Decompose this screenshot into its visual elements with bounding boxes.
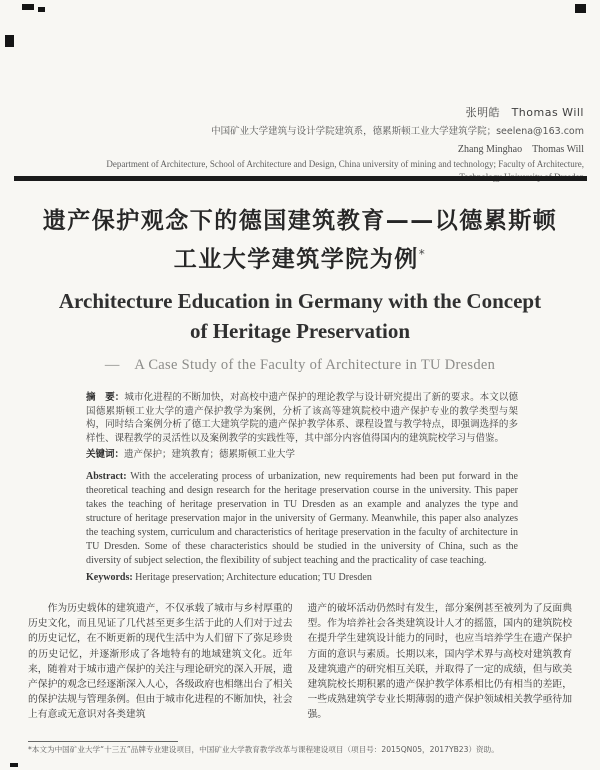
- header-divider-rule: [14, 176, 587, 181]
- footnote-text: *本文为中国矿业大学“十三五”品牌专业建设项目，中国矿业大学教育教学改革与课程建设项目（项目号：2015QN05，2017YB23）资助。: [28, 745, 499, 754]
- authors-english: Zhang Minghao Thomas Will: [457, 144, 584, 155]
- footnote-divider: [28, 741, 178, 742]
- scan-mark-top-left-1: [22, 4, 34, 10]
- english-title-line1: Architecture Education in Germany with the Concept: [58, 288, 542, 313]
- keywords-chinese-label: 关键词：: [86, 449, 125, 461]
- abstract-chinese-text: 城市化进程的不断加快，对高校中遗产保护的理论教学与设计研究提出了新的要求。本文以德国德累斯顿工业大学的遗产保护教学为案例，分析了该高等建筑院校中遗产保护专业的教学类型与架构，同时结合案例分析了德工大建筑学院的遗产保护教学体系、课程设置与教学特点，即强调选择的多样性、课程教学的灵活性以及案例教学的实践性等，其中部分内容值得国内的建筑院校学习与借鉴。: [86, 392, 518, 444]
- footnote-section: [28, 741, 572, 756]
- abstract-english-text: With the accelerating process of urbanization, new requirements had been put forward in the theoretical teaching and design research for the heritage preservation course in the university. This paper takes the teaching of heritage preservation in TU Dresden as an example and analyzes the type and structure of heritage preservation major in the university of Germany. Meanwhile, this paper also analyzes the teaching system, curriculum and characteristics of heritage preservation in the faculty of architecture in TU Dresden. Some of these characteristics should be studied in the university of China, such as the diversity of subject selection, the flexibility of subject teaching and the practicality of case teaching.: [86, 470, 518, 566]
- chinese-title-line2: 工业大学建筑学院为例*: [173, 246, 427, 273]
- body-right-column: 遗产的破坏活动仍然时有发生，部分案例甚至被列为了反面典型。作为培养社会各类建筑设计人才的摇篮，国内的建筑院校在提升学生建筑设计能力的同时，也应当培养学生在遗产保护方面的意识与素质。长期以来，国内学术界与高校对建筑教育及建筑遗产的研究相互关联，并取得了一定的成绩，但与欧美建筑院校长期积累的遗产保护教学体系相比仍有相当的差距，一些成熟建筑学专业长期薄弱的遗产保护领域相关教学亟待加强。: [307, 603, 573, 721]
- english-title: [20, 286, 580, 346]
- keywords-english-label: Keywords:: [86, 571, 133, 583]
- abstract-english: [86, 470, 518, 568]
- footnote-marker: *: [28, 745, 32, 754]
- abstract-section: [86, 391, 518, 583]
- scan-mark-left-edge: [5, 35, 14, 47]
- abstract-chinese: [86, 391, 518, 445]
- title-block: [20, 205, 580, 374]
- body-text: [28, 601, 572, 723]
- author-header: [60, 104, 584, 183]
- keywords-english: [86, 572, 518, 583]
- title-footnote-marker: *: [418, 247, 427, 261]
- english-subtitle: — A Case Study of the Faculty of Architecture in TU Dresden: [104, 356, 496, 373]
- body-left-column: 作为历史载体的建筑遗产，不仅承载了城市与乡村厚重的历史文化，而且见证了几代甚至更多生活于此的人们对于过去的历史记忆，在不断更新的现代生活中为人们留下了弥足珍贵的历史记忆，并逐渐形成了各地特有的地域建筑文化。近年来，随着对于城市遗产保护的关注与理论研究的深入开展，遗产保护的观念已经逐渐深入人心，各级政府也相继出台了相关的保护法规与管理条例。但由于城市化进程的不断加快，社会上有意或无意识对各类建筑: [28, 603, 293, 721]
- english-title-line2: of Heritage Preservation: [189, 318, 411, 343]
- abstract-chinese-label: 摘 要：: [86, 392, 125, 403]
- abstract-english-label: Abstract:: [86, 470, 127, 482]
- affiliation-chinese: 中国矿业大学建筑与设计学院建筑系，德累斯顿工业大学建筑学院；seelena@163.com: [211, 126, 584, 137]
- affiliation-english-line1: Department of Architecture, School of Architecture and Design, China university of mining and technology; Faculty of Architecture,: [106, 159, 584, 169]
- chinese-title-line1: 遗产保护观念下的德国建筑教育——以德累斯顿: [42, 208, 558, 234]
- authors-chinese: 张明皓 Thomas Will: [465, 106, 584, 119]
- chinese-title: [20, 205, 580, 277]
- scan-mark-top-left-2: [38, 7, 45, 12]
- scan-mark-bottom-left: [10, 763, 18, 767]
- keywords-chinese: [86, 448, 518, 462]
- keywords-english-text: Heritage preservation; Architecture education; TU Dresden: [135, 571, 372, 583]
- keywords-chinese-text: 遗产保护；建筑教育；德累斯顿工业大学: [124, 449, 296, 461]
- scan-mark-top-right: [575, 4, 586, 13]
